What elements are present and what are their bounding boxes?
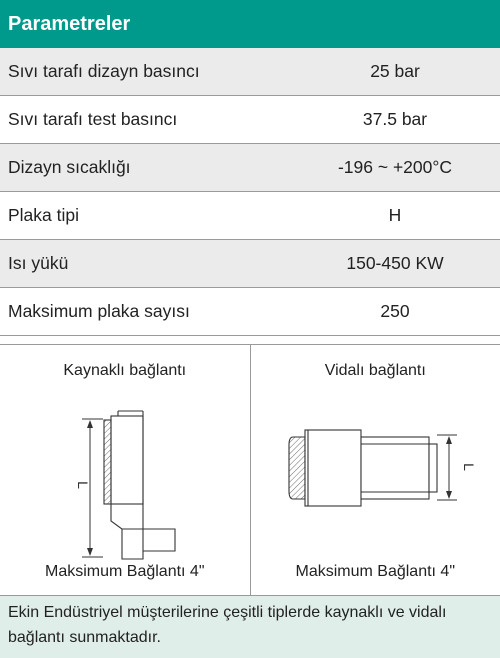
param-value: -196 ~ +200°C: [290, 144, 500, 192]
threaded-connection-max: Maksimum Bağlantı 4": [251, 563, 500, 581]
table-row: [0, 240, 500, 288]
table-row: [0, 288, 500, 336]
param-value: 37.5 bar: [290, 96, 500, 144]
info-note-text: Ekin Endüstriyel müşterilerine çeşitli tiplerde kaynaklı ve vidalı bağlantı sunmaktadır.: [8, 604, 446, 646]
param-label: Sıvı tarafı test basıncı: [0, 96, 290, 144]
table-row: [0, 192, 500, 240]
param-value: H: [290, 192, 500, 240]
param-label: Dizayn sıcaklığı: [0, 144, 290, 192]
connection-types: [0, 344, 500, 596]
table-row: [0, 96, 500, 144]
welded-connection-panel: [0, 345, 250, 595]
parameters-table: [0, 48, 500, 336]
threaded-connection-diagram: [251, 345, 500, 595]
welded-fitting-shape: [104, 411, 175, 559]
threaded-dimension-label: L: [461, 463, 477, 471]
threaded-connection-title: Vidalı bağlantı: [251, 362, 500, 380]
info-note: [0, 596, 500, 658]
section-title: Parametreler: [8, 13, 130, 36]
param-value: 250: [290, 288, 500, 336]
threaded-fitting-shape: [289, 430, 437, 506]
table-row: [0, 144, 500, 192]
param-label: Maksimum plaka sayısı: [0, 288, 290, 336]
param-label: Sıvı tarafı dizayn basıncı: [0, 48, 290, 96]
spacer: [0, 336, 500, 344]
welded-dimension-label: L: [75, 481, 91, 489]
param-value: 25 bar: [290, 48, 500, 96]
param-label: Plaka tipi: [0, 192, 290, 240]
param-value: 150-450 KW: [290, 240, 500, 288]
section-header: [0, 0, 500, 48]
welded-connection-diagram: [0, 345, 250, 595]
threaded-connection-panel: [250, 345, 500, 595]
threaded-dimension-line: [437, 435, 457, 500]
welded-connection-max: Maksimum Bağlantı 4": [0, 563, 250, 581]
table-row: [0, 48, 500, 96]
param-label: Isı yükü: [0, 240, 290, 288]
welded-connection-title: Kaynaklı bağlantı: [0, 362, 250, 380]
